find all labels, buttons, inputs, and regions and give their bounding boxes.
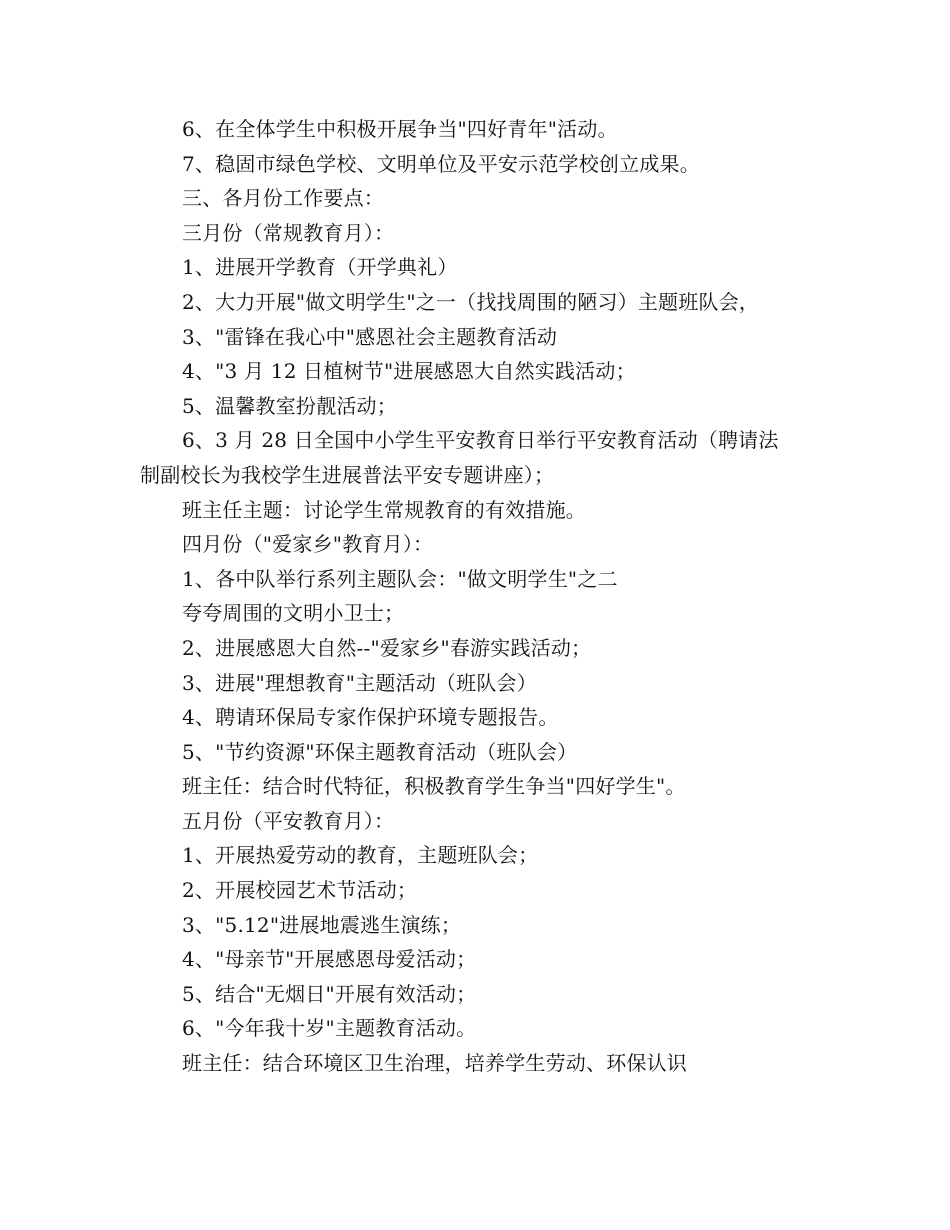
text-line: 夸夸周围的文明小卫士； bbox=[182, 601, 405, 626]
text-line: 3、"雷锋在我心中"感恩社会主题教育活动 bbox=[182, 324, 558, 349]
text-line: 2、开展校园艺术节活动； bbox=[182, 878, 418, 903]
month-heading: 五月份（平安教育月）： bbox=[182, 808, 395, 833]
text-line: 4、聘请环保局专家作保护环境专题报告。 bbox=[182, 705, 559, 730]
text-line: 3、"5.12"进展地震逃生演练； bbox=[182, 912, 462, 937]
text-line: 2、进展感恩大自然--"爱家乡"春游实践活动； bbox=[182, 635, 592, 660]
text-line: 班主任：结合时代特征，积极教育学生争当"四好学生"。 bbox=[182, 774, 686, 799]
text-line: 5、温馨教室扮靓活动； bbox=[182, 393, 397, 418]
text-line: 4、"母亲节"开展感恩母爱活动； bbox=[182, 947, 477, 972]
text-line: 1、开展热爱劳动的教育，主题班队会； bbox=[182, 843, 539, 868]
text-line: 6、3 月 28 日全国中小学生平安教育日举行平安教育活动（聘请法 bbox=[182, 428, 779, 453]
text-line: 7、稳固市绿色学校、文明单位及平安示范学校创立成果。 bbox=[182, 151, 700, 176]
text-line: 6、"今年我十岁"主题教育活动。 bbox=[182, 1016, 477, 1041]
text-line: 2、大力开展"做文明学生"之一（找找周围的陋习）主题班队会， bbox=[182, 289, 760, 314]
text-line: 4、"3 月 12 日植树节"进展感恩大自然实践活动； bbox=[182, 359, 636, 384]
text-line: 制副校长为我校学生进展普法平安专题讲座）； bbox=[140, 462, 555, 487]
text-line: 3、进展"理想教育"主题活动（班队会） bbox=[182, 670, 537, 695]
section-heading: 三、各月份工作要点： bbox=[182, 186, 384, 211]
month-heading: 三月份（常规教育月）： bbox=[182, 220, 395, 245]
text-line: 1、各中队举行系列主题队会："做文明学生"之二 bbox=[182, 566, 618, 591]
text-line: 班主任：结合环境区卫生治理，培养学生劳动、环保认识 bbox=[182, 1051, 687, 1076]
text-line: 6、在全体学生中积极开展争当"四好青年"活动。 bbox=[182, 117, 618, 141]
month-heading: 四月份（"爱家乡"教育月）： bbox=[182, 532, 434, 557]
text-line: 5、"节约资源"环保主题教育活动（班队会） bbox=[182, 739, 578, 764]
document-body bbox=[140, 112, 820, 1081]
text-line: 1、进展开学教育（开学典礼） bbox=[182, 255, 458, 280]
text-line: 班主任主题：讨论学生常规教育的有效措施。 bbox=[182, 497, 586, 522]
text-line: 5、结合"无烟日"开展有效活动； bbox=[182, 981, 477, 1006]
